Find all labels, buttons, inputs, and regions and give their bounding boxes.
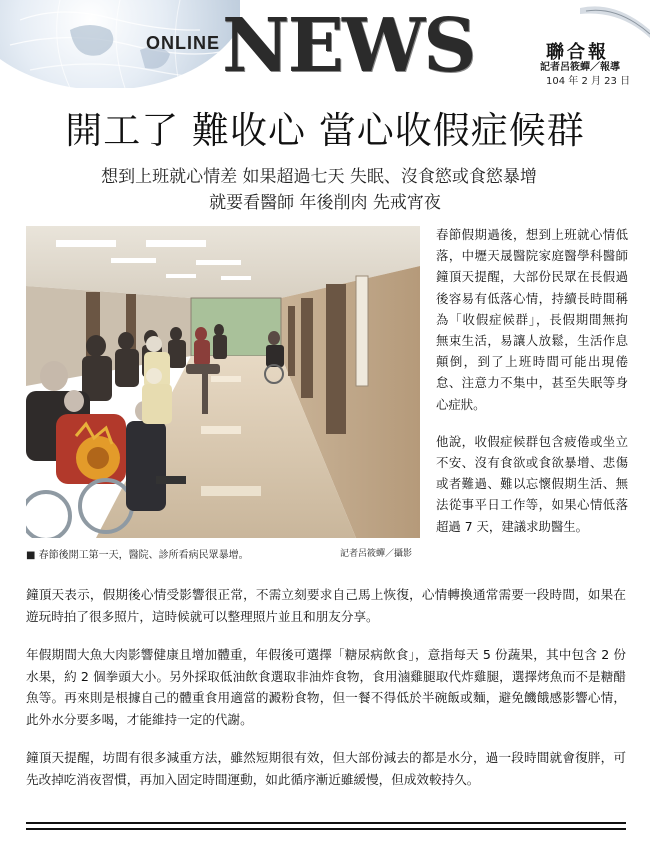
side-paragraph-2: 他說，收假症候群包含疲倦或坐立不安、沒有食欲或食欲暴增、悲傷或者難過、難以忘懷假期生活、無法從事平日工作等，如果心情低落超過 7 天，建議求助醫生。 (436, 433, 628, 534)
subheadline-1: 想到上班就心情差 如果超過七天 失眠、沒食慾或食慾暴增 (101, 167, 537, 187)
hospital-photo (26, 226, 420, 538)
subheadline-2: 就要看醫師 年後削肉 先戒宵夜 (209, 193, 441, 213)
photo-caption: ■ 春節後開工第一天，醫院、診所看病民眾暴增。 (26, 550, 249, 561)
publish-date: 104 年 2 月 23 日 (546, 76, 631, 87)
news-logo: NEWS (222, 3, 475, 89)
side-column (436, 224, 628, 537)
byline: 記者呂筱蟬／報導 (540, 62, 620, 73)
swoosh-decoration (580, 0, 650, 40)
bottom-rule-bottom (26, 828, 626, 830)
body-paragraph-2: 年假期間大魚大肉影響健康且增加體重，年假後可選擇「糖尿病飲食」，意指每天 5 份蔬果，其中包含 2 份水果，約 2 個拳頭大小。另外採取低油飲食選取非油炸食物，食用滷雞腿取代炸雞腿，選擇烤魚而不是糖醋魚等。再來則是根據自己的體重食用適當的澱粉食物，但一餐不得低於半碗飯或麵，避免饑餓感影響心情，此外水分要多喝，才能維持一定的代謝。 (26, 647, 626, 727)
side-paragraph-1: 春節假期過後，想到上班就心情低落，中壢天晟醫院家庭醫學科醫師鐘頂天提醒，大部份民眾在長假過後容易有低落心情，持續長時間稱為「收假症候群」，長假期間無拘無束生活，易讓人放鬆，生活作息顛倒，到了上班時間可能出現倦怠、注意力不集中，甚至失眠等身心症狀。 (436, 227, 628, 412)
online-label: ONLINE (146, 33, 221, 53)
bottom-rule-top (26, 822, 626, 824)
body-paragraph-1: 鐘頂天表示，假期後心情受影響很正常，不需立刻要求自己馬上恢復，心情轉換通常需要一段時間，如果在遊玩時拍了很多照片，這時候就可以整理照片並且和朋友分享。 (26, 587, 626, 624)
headline: 開工了 難收心 當心收假症候群 (65, 109, 585, 152)
body-paragraph-3: 鐘頂天提醒，坊間有很多減重方法，雖然短期很有效，但大部份減去的都是水分，過一段時間就會復胖，可先改掉吃消夜習慣，再加入固定時間運動，如此循序漸近雖緩慢，但成效較持久。 (26, 750, 626, 787)
article-body (26, 584, 626, 807)
photo-credit: 記者呂筱蟬／攝影 (340, 549, 413, 559)
paper-name: 聯合報 (546, 42, 609, 63)
